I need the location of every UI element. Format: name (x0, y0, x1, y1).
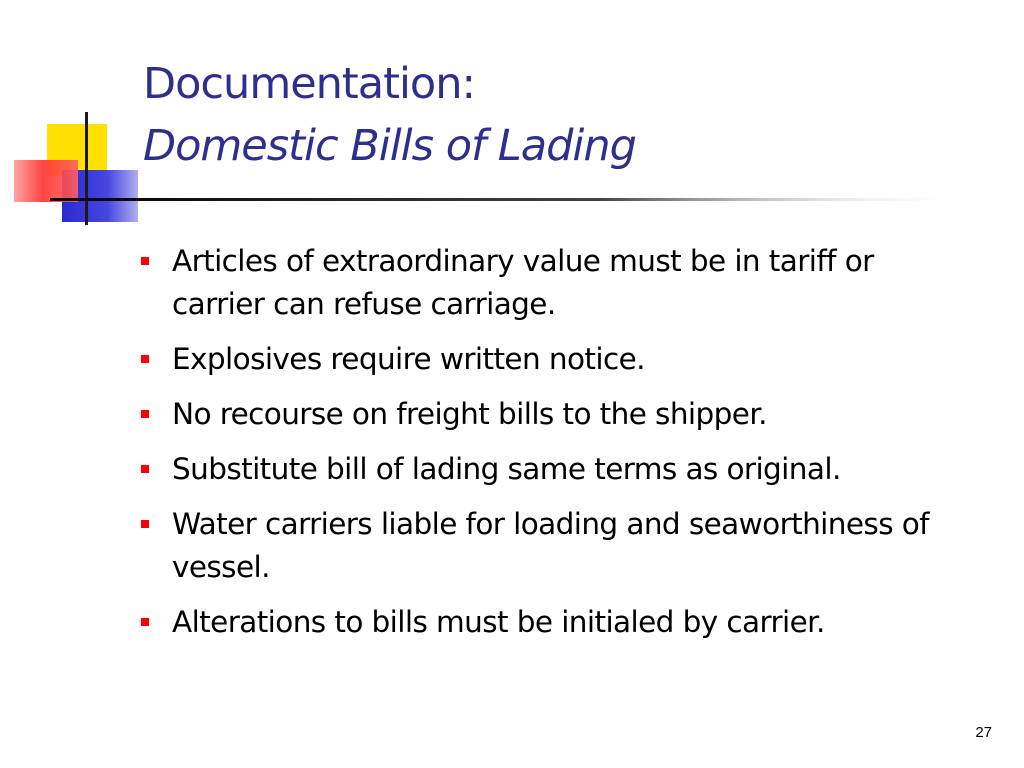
bullet-square-icon (141, 520, 149, 528)
bullet-text: No recourse on freight bills to the shipper. (172, 397, 767, 431)
bullet-item (138, 503, 958, 589)
bullet-item (138, 240, 958, 326)
bullet-text: Water carriers liable for loading and seaworthiness of vessel. (172, 507, 929, 584)
bullet-item (138, 448, 958, 491)
logo-vertical-line (85, 112, 88, 225)
bullet-text: Alterations to bills must be initialed by carrier. (172, 605, 825, 639)
bullet-list (138, 240, 958, 656)
bullet-square-icon (141, 618, 149, 626)
slide-title: Documentation: (143, 59, 475, 109)
bullet-square-icon (141, 465, 149, 473)
title-underline (50, 198, 970, 201)
bullet-square-icon (141, 355, 149, 363)
bullet-item (138, 601, 958, 644)
bullet-text: Substitute bill of lading same terms as original. (172, 452, 841, 486)
bullet-square-icon (141, 257, 149, 265)
bullet-text: Explosives require written notice. (172, 342, 645, 376)
bullet-item (138, 393, 958, 436)
title-block (143, 50, 963, 174)
slide-subtitle: Domestic Bills of Lading (143, 121, 636, 171)
red-square (14, 160, 78, 202)
bullet-item (138, 338, 958, 381)
page-number: 27 (975, 724, 992, 741)
bullet-square-icon (141, 410, 149, 418)
bullet-text: Articles of extraordinary value must be in tariff or carrier can refuse carriage. (172, 244, 874, 321)
